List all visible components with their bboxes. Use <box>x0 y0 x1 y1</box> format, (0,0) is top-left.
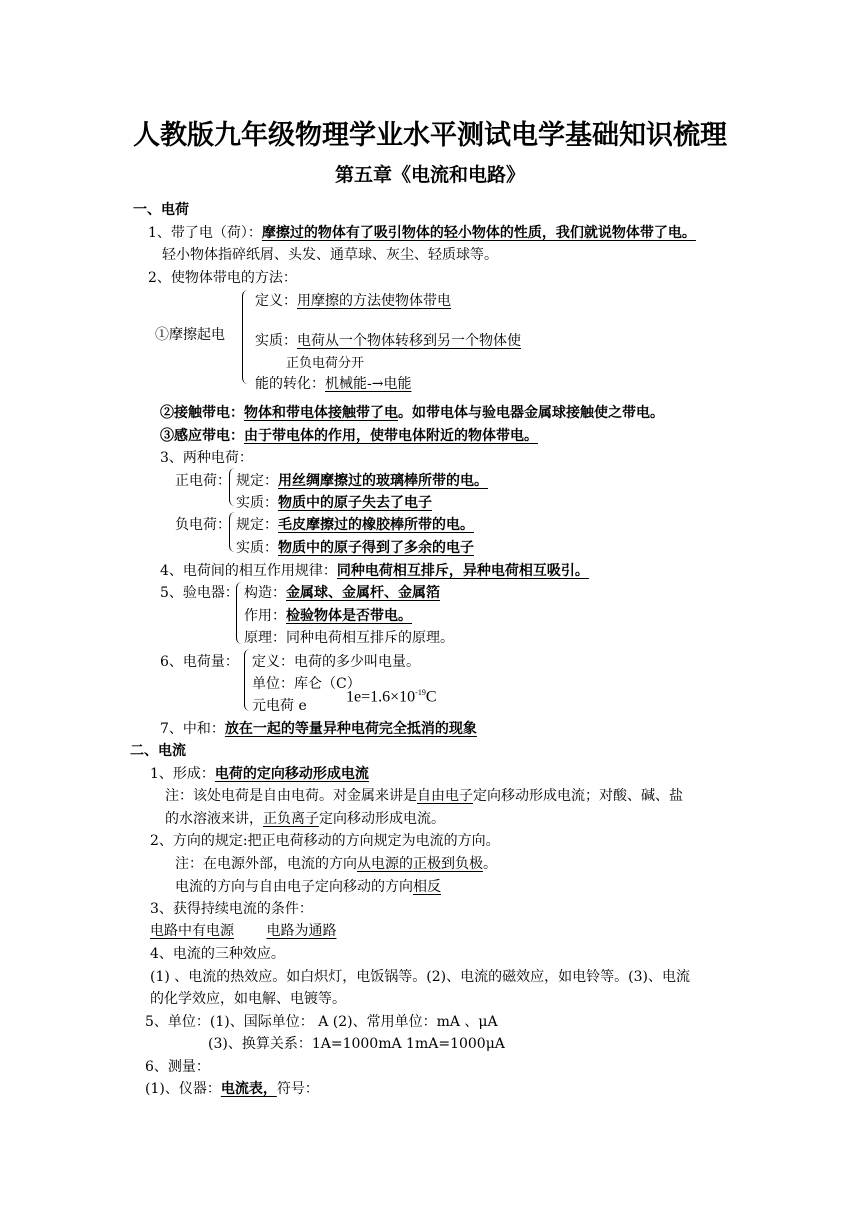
brace <box>236 582 244 644</box>
direction-note-2: 电流的方向与自由电子定向移动的方向相反 <box>175 879 441 895</box>
friction-essence-cont: 正负电荷分开 <box>286 356 365 371</box>
friction-essence: 实质：电荷从一个物体转移到另一个物体使 <box>255 333 521 349</box>
three-effects-line-2: 的化学效应，如电解、电镀等。 <box>150 991 346 1007</box>
item-note: 轻小物体指碎纸屑、头发、通草球、灰尘、轻质球等。 <box>162 247 498 263</box>
item-definition: 摩擦过的物体有了吸引物体的轻小物体的性质，我们就说物体带了电。 <box>261 225 696 241</box>
induction-charging: ③感应带电：由于带电体的作用，使带电体附近的物体带电。 <box>160 428 538 444</box>
page-title: 人教版九年级物理学业水平测试电学基础知识梳理 <box>133 120 727 151</box>
unit-line-2: (3)、换算关系：1A=1000mA 1mA=1000μA <box>208 1036 505 1052</box>
continuous-current-label: 3、获得持续电流的条件： <box>150 901 313 917</box>
current-note-1: 注：该处电荷是自由电荷。对金属来讲是自由电子定向移动形成电流；对酸、碱、盐 <box>165 788 683 804</box>
direction-note-1: 注：在电源外部，电流的方向从电源的正极到负极。 <box>175 856 497 872</box>
electroscope-use: 作用：检验物体是否带电。 <box>244 608 412 624</box>
brace <box>244 649 252 711</box>
electroscope-principle: 原理：同种电荷相互排斥的原理。 <box>244 630 454 646</box>
charge-quantity-def: 定义：电荷的多少叫电量。 <box>252 654 420 670</box>
elementary-charge-formula: $1e=1.6\times 10^{-19}C$ <box>346 688 437 706</box>
measurement-instrument: (1)、仪器：电流表，符号： <box>145 1081 319 1097</box>
current-direction: 2、方向的规定:把正电荷移动的方向规定为电流的方向。 <box>150 833 500 849</box>
electroscope-structure: 构造：金属球、金属杆、金属箔 <box>244 585 440 601</box>
brace <box>229 512 236 552</box>
contact-charging: ②接触带电：物体和带电体接触带了电。如带电体与验电器金属球接触使之带电。 <box>160 405 664 421</box>
friction-definition: 定义：用摩擦的方法使物体带电 <box>255 293 451 309</box>
measurement-label: 6、测量： <box>145 1059 210 1075</box>
current-formation: 1、形成：电荷的定向移动形成电流 <box>150 766 369 782</box>
positive-charge-label: 正电荷： <box>175 473 231 489</box>
friction-energy: 能的转化：机械能-→电能 <box>255 376 412 392</box>
section-heading-charge: 一、电荷 <box>133 202 189 218</box>
charge-quantity-unit: 单位：库仑（C） <box>252 676 361 692</box>
section-heading-current: 二、电流 <box>130 743 186 759</box>
continuous-current-conditions: 电路中有电源 电路为通路 <box>150 923 337 939</box>
three-effects-label: 4、电流的三种效应。 <box>150 946 285 962</box>
electroscope-label: 5、验电器： <box>160 585 239 601</box>
negative-rule: 规定：毛皮摩擦过的橡胶棒所带的电。 <box>236 517 474 533</box>
brace <box>229 468 236 506</box>
brace <box>242 290 251 384</box>
neutralization: 7、中和：放在一起的等量异种电荷完全抵消的现象 <box>160 721 477 737</box>
negative-essence: 实质：物质中的原子得到了多余的电子 <box>236 540 474 556</box>
two-charges-label: 3、两种电荷： <box>160 450 253 466</box>
unit-line-1: 5、单位：(1)、国际单位： A (2)、常用单位：mA 、μA <box>145 1014 498 1030</box>
negative-charge-label: 负电荷： <box>175 517 231 533</box>
positive-essence: 实质：物质中的原子失去了电子 <box>236 495 432 511</box>
current-note-2: 的水溶液来讲，正负离子定向移动形成电流。 <box>165 811 445 827</box>
positive-rule: 规定：用丝绸摩擦过的玻璃棒所带的电。 <box>236 473 488 489</box>
item-label: 1、带了电（荷）： <box>148 225 262 241</box>
elementary-charge-label: 元电荷 e <box>252 698 307 714</box>
chapter-title: 第五章《电流和电路》 <box>334 164 525 186</box>
friction-label: ①摩擦起电 <box>155 327 225 343</box>
item-methods-label: 2、使物体带电的方法： <box>148 270 297 286</box>
three-effects-line-1: (1) 、电流的热效应。如白炽灯，电饭锅等。(2)、电流的磁效应，如电铃等。(3)、电流 <box>150 969 690 985</box>
interaction-law: 4、电荷间的相互作用规律：同种电荷相互排斥，异种电荷相互吸引。 <box>160 563 589 579</box>
item-charged <box>148 222 696 242</box>
charge-quantity-label: 6、电荷量： <box>160 654 239 670</box>
